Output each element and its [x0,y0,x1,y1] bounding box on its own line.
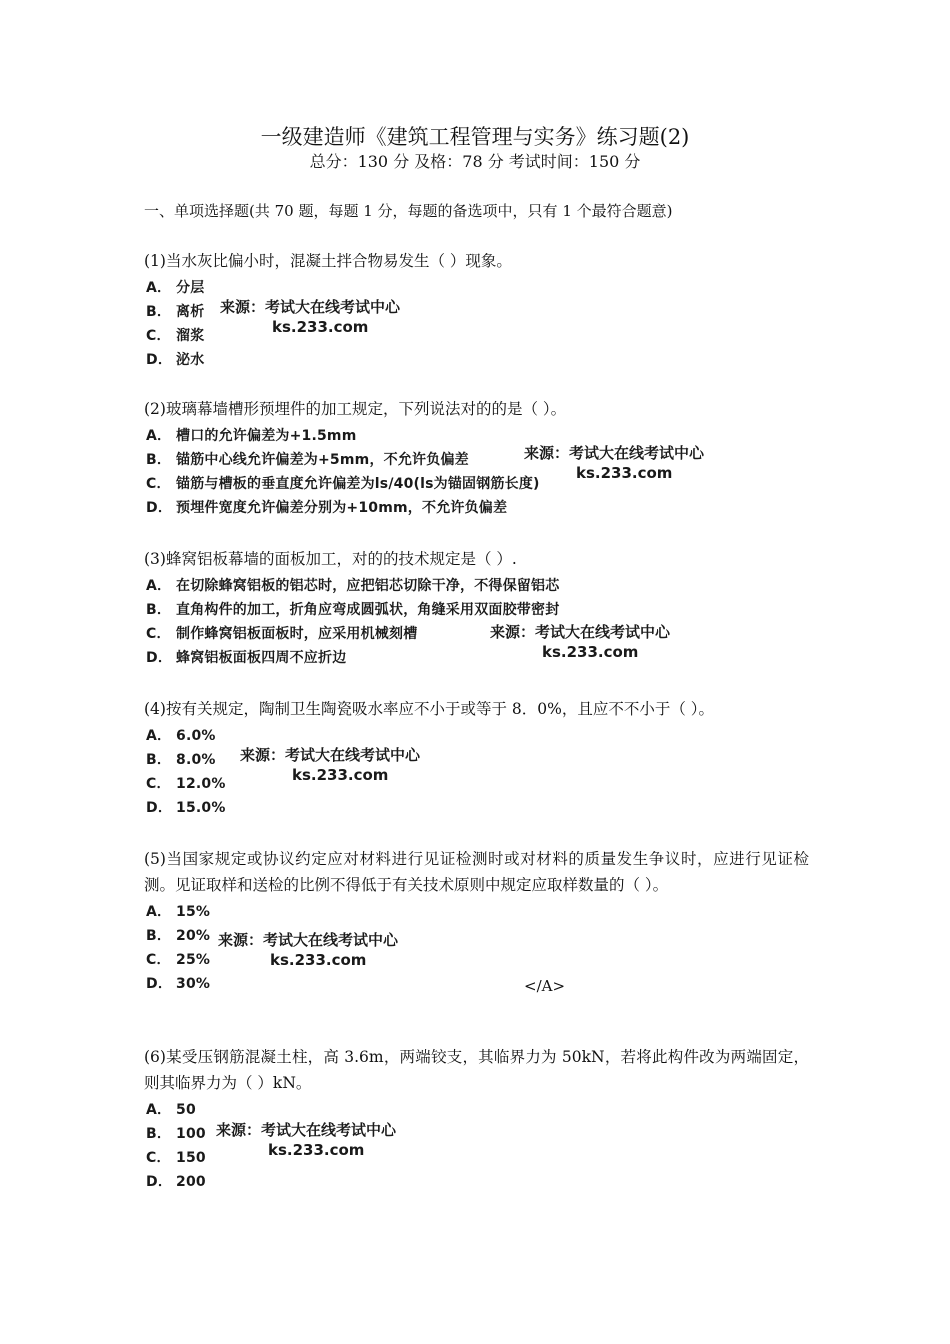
question-stem: (3)蜂窝铝板幕墙的面板加工，对的的技术规定是（ ）. [144,550,517,568]
option-c: C． 锚筋与槽板的垂直度允许偏差为ls/40(ls为锚固钢筋长度) [146,476,540,492]
option-a: A． 在切除蜂窝铝板的铝芯时，应把铝芯切除干净，不得保留铝芯 [146,578,560,594]
watermark [218,930,398,970]
option-d: D． 泌水 [146,352,205,368]
watermark [240,745,420,785]
option-b: B． 20% [146,928,211,944]
watermark-url: ks.233.com [542,643,639,661]
exam-info: 总分：130 分 及格：78 分 考试时间：150 分 [309,152,641,171]
watermark [216,1120,396,1160]
watermark-url: ks.233.com [272,318,369,336]
option-c: C． 12.0% [146,776,226,792]
option-a: A． 槽口的允许偏差为+1.5mm [146,428,357,444]
watermark-source: 来源：考试大在线考试中心 [524,444,705,462]
question-5 [144,846,809,996]
option-a: A． 分层 [146,280,205,296]
option-a: A． 50 [146,1102,196,1118]
question-3 [144,546,809,670]
watermark-source: 来源：考试大在线考试中心 [490,623,671,641]
watermark [524,443,704,483]
options-image [144,424,809,520]
section-heading: 一、单项选择题(共 70 题，每题 1 分，每题的备选项中，只有 1 个最符合题意) [144,202,673,220]
watermark-source: 来源：考试大在线考试中心 [220,298,401,316]
watermark [490,622,670,662]
watermark-url: ks.233.com [576,464,673,482]
option-c: C． 25% [146,952,211,968]
option-a: A． 15% [146,904,211,920]
watermark-url: ks.233.com [270,951,367,969]
option-d: D． 预埋件宽度允许偏差分别为+10mm，不允许负偏差 [146,500,508,516]
option-b: B． 100 [146,1126,206,1142]
watermark-source: 来源：考试大在线考试中心 [240,746,421,764]
question-2 [144,396,809,520]
option-d: D． 15.0% [146,800,226,816]
watermark-source: 来源：考试大在线考试中心 [216,1121,397,1139]
stray-tag-text: </A> [524,977,566,995]
watermark [220,297,400,337]
watermark-url: ks.233.com [292,766,389,784]
option-a: A． 6.0% [146,728,216,744]
question-6 [144,1044,809,1194]
option-b: B． 锚筋中心线允许偏差为+5mm，不允许负偏差 [146,452,469,468]
watermark-source: 来源：考试大在线考试中心 [218,931,399,949]
watermark-url: ks.233.com [268,1141,365,1159]
option-b: B． 直角构件的加工，折角应弯成圆弧状，角缝采用双面胶带密封 [146,602,560,618]
option-c: C． 制作蜂窝铝板面板时，应采用机械刻槽 [146,626,418,642]
option-d: D． 30% [146,976,211,992]
option-b: B． 8.0% [146,752,216,768]
option-b: B． 离析 [146,304,205,320]
option-c: C． 溜浆 [146,328,205,344]
question-stem: (5)当国家规定或协议约定应对材料进行见证检测时或对材料的质量发生争议时，应进行见证检测。见证取样和送检的比例不得低于有关技术原则中规定应取样数量的（ ）。 [144,850,809,894]
option-d: D． 蜂窝铝板面板四周不应折边 [146,650,347,666]
document-title: 一级建造师《建筑工程管理与实务》练习题(2) [260,125,690,149]
options-image [144,574,809,670]
option-d: D． 200 [146,1174,206,1190]
question-stem: (4)按有关规定，陶制卫生陶瓷吸水率应不小于或等于 8．0%，且应不不小于（ ）。 [144,700,715,718]
question-stem: (6)某受压钢筋混凝土柱，高 3.6m，两端铰支，其临界力为 50kN，若将此构件改为两端固定，则其临界力为（ ）kN。 [144,1048,809,1092]
question-stem: (1)当水灰比偏小时，混凝土拌合物易发生（ ）现象。 [144,252,512,270]
question-stem: (2)玻璃幕墙槽形预埋件的加工规定，下列说法对的的是（ ）。 [144,400,567,418]
option-c: C． 150 [146,1150,206,1166]
